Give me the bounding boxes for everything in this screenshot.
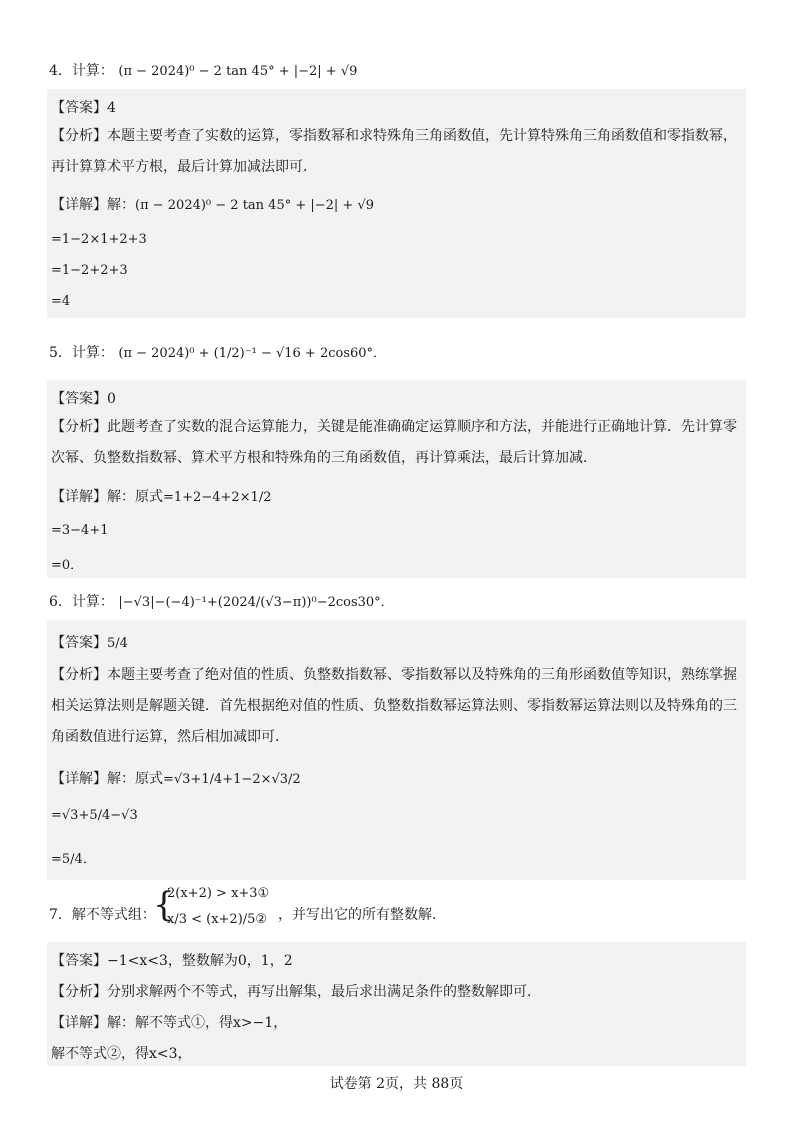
inequality-1: 2(x+2) > x+3① (167, 886, 270, 901)
inequality-2: x/3 < (x+2)/5② (167, 912, 268, 927)
question-5-label: 5．计算： (49, 345, 114, 361)
question-4-expression: (π − 2024)⁰ − 2 tan 45° + |−2| + √9 (118, 64, 358, 79)
analysis-line (51, 981, 541, 1001)
analysis-text: 本题主要考查了实数的运算，零指数幂和求特殊角三角函数值，先计算特殊角三角函数值和零指数幂，再计算算术平方根，最后计算加减法即可． (51, 128, 737, 175)
step-line: =3−4+1 (51, 523, 109, 538)
detail-label: 【详解】解： (51, 197, 135, 213)
answer-line (51, 388, 116, 408)
detail-expression: =√3+1/4+1−2×√3/2 (163, 772, 301, 787)
solution-box-5 (47, 380, 746, 578)
answer-line (51, 97, 116, 117)
question-4 (49, 60, 357, 80)
detail-expression: =1+2−4+2×1/2 (163, 490, 272, 505)
step-line: =√3+5/4−√3 (51, 808, 138, 823)
question-7-suffix: ，并写出它的所有整数解． (278, 907, 446, 923)
step-line: =1−2×1+2+3 (51, 232, 147, 247)
detail-label: 【详解】解：原式 (51, 489, 163, 505)
detail-line (51, 768, 301, 788)
solution-box-6 (47, 620, 746, 880)
answer-line (51, 950, 293, 970)
analysis-text: 此题考查了实数的混合运算能力，关键是能准确确定运算顺序和方法，并能进行正确地计算．先计算零次幂、负整数指数幂、算术平方根和特殊角的三角函数值，再计算乘法，最后计算加减． (51, 419, 737, 466)
answer-value: 5/4 (107, 636, 128, 651)
detail-label: 【详解】解： (51, 1015, 135, 1031)
analysis-label: 【分析】 (51, 128, 107, 144)
question-7 (49, 885, 739, 944)
detail-line (51, 486, 271, 506)
left-brace-icon: { (153, 885, 175, 925)
answer-label: 【答案】 (51, 100, 107, 116)
step-line: 解不等式②，得x<3， (51, 1046, 192, 1062)
step-line: =0． (51, 558, 84, 573)
analysis-paragraph (51, 121, 741, 183)
question-6-label: 6．计算： (49, 594, 114, 610)
answer-value: −1<x<3，整数解为0，1，2 (107, 953, 293, 969)
detail-line (51, 194, 374, 214)
analysis-label: 【分析】 (51, 419, 107, 435)
question-7-label: 7．解不等式组： (49, 907, 156, 923)
solution-box-7 (47, 942, 746, 1066)
answer-label: 【答案】 (51, 635, 107, 651)
question-5 (49, 342, 386, 362)
detail-line (51, 1012, 287, 1032)
step-line: =5/4． (51, 852, 96, 867)
answer-value: 4 (107, 100, 116, 116)
inequality-system (153, 885, 273, 940)
step-line: 解不等式①，得x>−1， (135, 1015, 288, 1031)
question-6 (49, 591, 394, 611)
analysis-label: 【分析】 (51, 667, 107, 683)
analysis-paragraph (51, 412, 741, 474)
answer-label: 【答案】 (51, 391, 107, 407)
analysis-text: 分别求解两个不等式，再写出解集，最后求出满足条件的整数解即可． (107, 984, 541, 1000)
question-5-expression: (π − 2024)⁰ + (1/2)⁻¹ − √16 + 2cos60°． (118, 346, 387, 361)
answer-value: 0 (107, 391, 116, 407)
answer-line (51, 632, 128, 652)
question-6-expression: |−√3|−(−4)⁻¹+(2024/(√3−π))⁰−2cos30°． (118, 595, 394, 610)
page-footer: 试卷第 2页，共 88页 (329, 1076, 464, 1092)
detail-label: 【详解】解：原式 (51, 771, 163, 787)
step-line: =4 (51, 294, 71, 309)
analysis-text: 本题主要考查了绝对值的性质、负整数指数幂、零指数幂以及特殊角的三角形函数值等知识，熟练掌握相关运算法则是解题关键．首先根据绝对值的性质、负整数指数幂运算法则、零指数幂运算法则以及特殊角的三角函数值进行运算，然后相加减即可． (51, 667, 737, 745)
detail-expression: (π − 2024)⁰ − 2 tan 45° + |−2| + √9 (135, 198, 375, 213)
answer-label: 【答案】 (51, 953, 107, 969)
question-4-label: 4．计算： (49, 63, 114, 79)
step-line: =1−2+2+3 (51, 263, 128, 278)
analysis-paragraph (51, 660, 741, 753)
analysis-label: 【分析】 (51, 984, 107, 1000)
solution-box-4 (47, 89, 746, 318)
